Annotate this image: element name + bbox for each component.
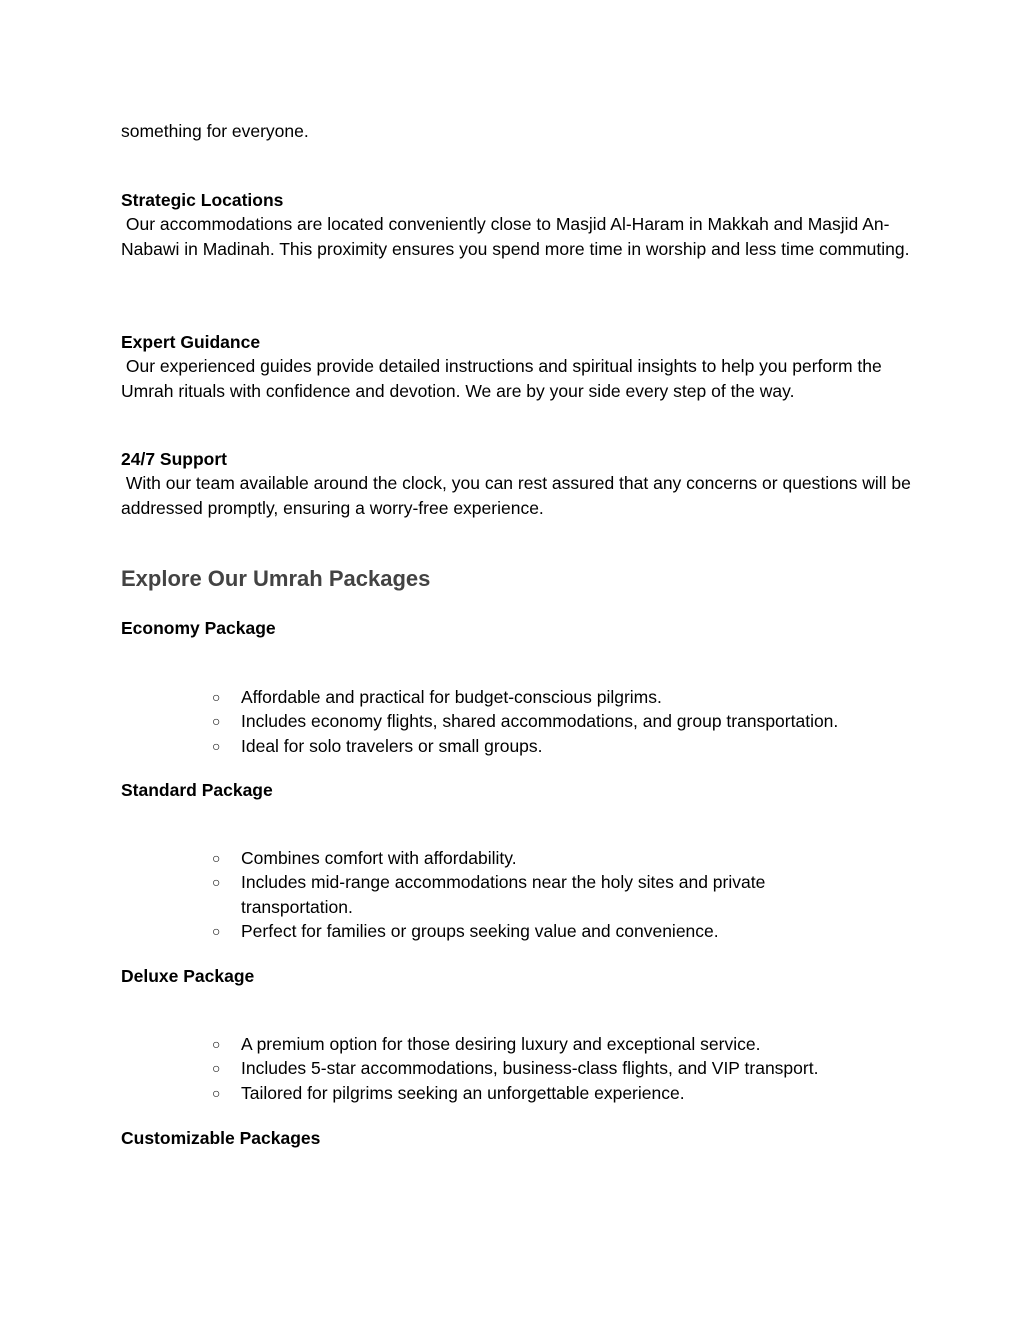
list-item: ○ Affordable and practical for budget-conscious pilgrims. <box>241 685 1024 709</box>
feature-body: Our accommodations are located conveniently close to Masjid Al-Haram in Makkah and Masjid An-Nabawi in Madinah. This proximity ensures you spend more time in worship and less time commuting. <box>121 214 910 259</box>
package-bullets-deluxe <box>121 1032 1024 1105</box>
package-title-customizable: Customizable Packages <box>121 1128 321 1148</box>
package-title-deluxe: Deluxe Package <box>121 966 255 986</box>
bullet-circle-icon: ○ <box>212 737 221 754</box>
bullet-circle-icon: ○ <box>212 850 221 866</box>
list-item: ○ Tailored for pilgrims seeking an unforgettable experience. <box>241 1081 1024 1105</box>
feature-expert-guidance <box>121 330 911 403</box>
package-title-standard: Standard Package <box>121 780 273 800</box>
feature-body: With our team available around the clock, you can rest assured that any concerns or questions will be addressed promptly, ensuring a worry-free experience. <box>121 473 916 518</box>
package-bullets-economy <box>121 685 1024 758</box>
package-title-economy: Economy Package <box>121 618 276 638</box>
feature-title: 24/7 Support <box>121 449 227 469</box>
list-item: ○ Includes economy flights, shared accommodations, and group transportation. <box>241 709 1024 733</box>
bullet-circle-icon: ○ <box>212 874 221 891</box>
feature-support <box>121 447 916 520</box>
bullet-circle-icon: ○ <box>212 713 221 730</box>
bullet-circle-icon: ○ <box>212 1036 221 1052</box>
list-item: ○ Combines comfort with affordability. <box>241 846 1024 870</box>
packages-heading: Explore Our Umrah Packages <box>121 566 431 591</box>
bullet-circle-icon: ○ <box>212 689 221 705</box>
bullet-circle-icon: ○ <box>212 1060 221 1077</box>
feature-strategic-locations <box>121 188 911 261</box>
list-item: ○ Ideal for solo travelers or small groups. <box>241 734 1024 758</box>
intro-tail-text: something for everyone. <box>121 121 309 141</box>
list-item: ○ Includes mid-range accommodations near the holy sites and private transportation. <box>212 872 766 917</box>
list-item: ○ A premium option for those desiring luxury and exceptional service. <box>241 1032 1024 1056</box>
package-bullets-standard <box>121 846 1024 944</box>
bullet-circle-icon: ○ <box>212 1084 221 1101</box>
feature-title: Expert Guidance <box>121 332 261 352</box>
bullet-circle-icon: ○ <box>212 923 221 940</box>
feature-body: Our experienced guides provide detailed instructions and spiritual insights to help you perform the Umrah rituals with confidence and devotion. We are by your side every step of the way. <box>121 356 887 401</box>
feature-title: Strategic Locations <box>121 190 284 210</box>
list-item: ○ Perfect for families or groups seeking value and convenience. <box>241 919 1024 943</box>
list-item: ○ Includes 5-star accommodations, business-class flights, and VIP transport. <box>241 1056 1024 1080</box>
